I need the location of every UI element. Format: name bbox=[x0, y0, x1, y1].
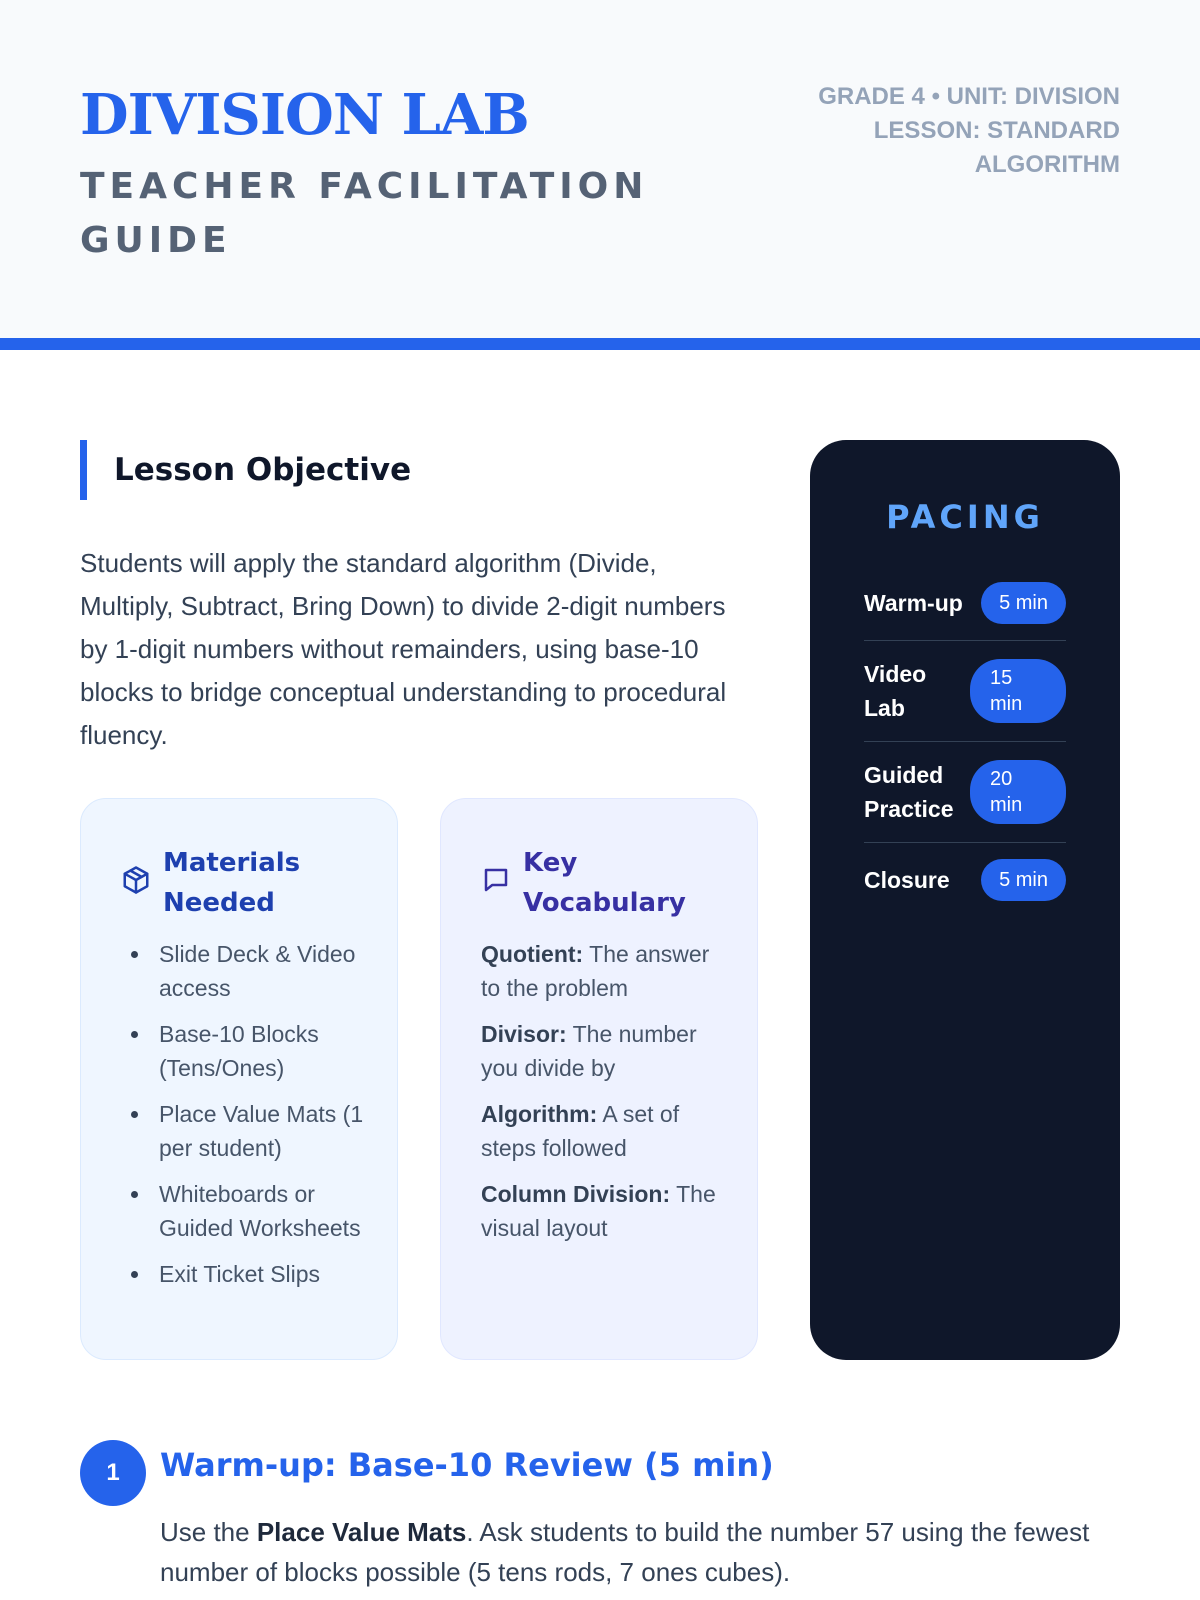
pacing-panel bbox=[810, 440, 1120, 1360]
pacing-label: Video Lab bbox=[864, 661, 927, 721]
vocab-item bbox=[481, 1097, 727, 1165]
meta-grade-unit: GRADE 4 • UNIT: DIVISION bbox=[818, 83, 1120, 110]
meta-lesson: LESSON: STANDARD bbox=[873, 117, 1120, 144]
vocabulary-title: Key Vocabulary bbox=[523, 848, 686, 918]
pacing-row-warmup bbox=[864, 566, 1066, 641]
materials-card bbox=[80, 798, 398, 1360]
step-text bbox=[160, 1512, 1120, 1592]
pacing-row-video-lab bbox=[864, 641, 1066, 742]
pacing-label: Guided Practice bbox=[864, 762, 954, 822]
vocab-term: Algorithm: bbox=[481, 1101, 598, 1127]
meta-lesson-cont: ALGORITHM bbox=[974, 151, 1120, 178]
list-item: Exit Ticket Slips bbox=[129, 1257, 367, 1291]
step-number-badge: 1 bbox=[80, 1440, 146, 1506]
lesson-meta bbox=[760, 80, 1120, 182]
time-badge: 20 min bbox=[970, 760, 1066, 824]
pacing-row-closure bbox=[864, 843, 1066, 917]
vocab-definition: The number you divide by bbox=[481, 1021, 697, 1081]
pacing-label: Closure bbox=[864, 867, 950, 893]
time-badge: 15 min bbox=[970, 659, 1066, 723]
time-badge: 5 min bbox=[981, 859, 1066, 901]
materials-header bbox=[121, 843, 367, 923]
vocabulary-card bbox=[440, 798, 758, 1360]
vocabulary-list bbox=[481, 937, 727, 1245]
step-text-part: Use the bbox=[160, 1517, 257, 1547]
objective-text: Students will apply the standard algorithm (Divide, Multiply, Subtract, Bring Down) to divide 2-digit numbers by 1-digit numbers without remainders, using base-10 blocks to bridge conceptual understanding to procedural fluency. bbox=[80, 548, 727, 750]
pacing-label: Warm-up bbox=[864, 590, 963, 616]
vocab-definition: The visual layout bbox=[481, 1181, 716, 1241]
vocab-term: Quotient: bbox=[481, 941, 584, 967]
materials-title: Materials Needed bbox=[163, 848, 301, 918]
page-subtitle: TEACHER FACILITATION GUIDE bbox=[80, 166, 649, 261]
objective-heading: Lesson Objective bbox=[80, 440, 740, 500]
pacing-row-guided-practice bbox=[864, 742, 1066, 843]
step-title: Warm-up: Base-10 Review (5 min) bbox=[160, 1446, 774, 1484]
cube-icon bbox=[121, 865, 151, 895]
vocab-term: Divisor: bbox=[481, 1021, 567, 1047]
list-item: Place Value Mats (1 per student) bbox=[129, 1097, 367, 1165]
vocab-item bbox=[481, 937, 727, 1005]
step-text-part: . Ask students to build the number 57 using the fewest number of blocks possible (5 tens rods, 7 ones cubes). bbox=[160, 1517, 1090, 1587]
time-badge: 5 min bbox=[981, 582, 1066, 624]
vocab-item bbox=[481, 1177, 727, 1245]
header bbox=[0, 0, 1200, 350]
vocab-item bbox=[481, 1017, 727, 1085]
list-item: Whiteboards or Guided Worksheets bbox=[129, 1177, 367, 1245]
chat-bubble-icon bbox=[481, 865, 511, 895]
page-title: DIVISION LAB bbox=[80, 82, 529, 148]
list-item: Slide Deck & Video access bbox=[129, 937, 367, 1005]
list-item: Base-10 Blocks (Tens/Ones) bbox=[129, 1017, 367, 1085]
vocab-term: Column Division: bbox=[481, 1181, 671, 1207]
vocab-definition: The answer to the problem bbox=[481, 941, 710, 1001]
materials-list bbox=[121, 937, 367, 1291]
vocab-definition: A set of steps followed bbox=[481, 1101, 680, 1161]
vocabulary-header bbox=[481, 843, 727, 923]
step-text-emphasis: Place Value Mats bbox=[256, 1517, 467, 1547]
pacing-title: PACING bbox=[886, 498, 1044, 536]
